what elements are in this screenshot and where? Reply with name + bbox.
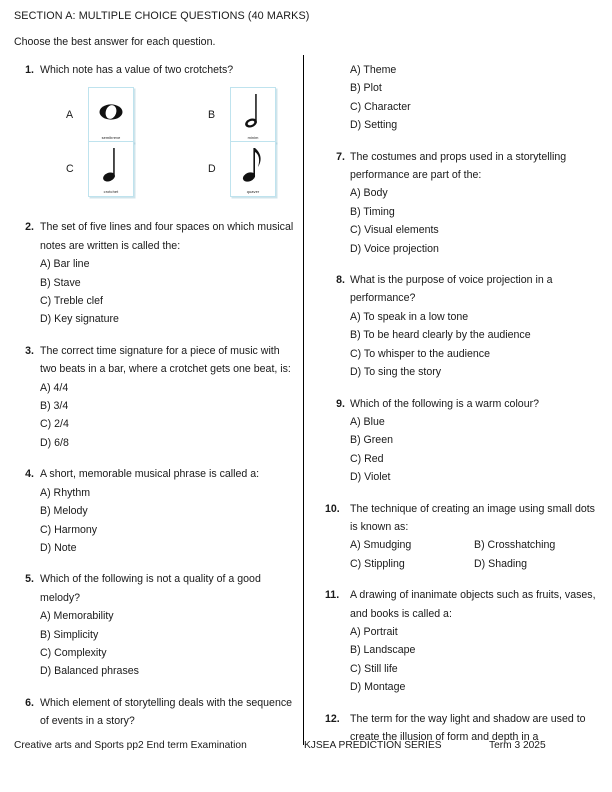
question-number: 12. xyxy=(325,712,340,725)
question-number: 10. xyxy=(325,502,340,515)
two-column-body xyxy=(14,61,598,759)
question-item xyxy=(14,694,297,731)
question-text: A drawing of inanimate objects such as fruits, vases, and books is called a: xyxy=(350,589,596,620)
question-body xyxy=(350,271,598,381)
question-text: The term for the way light and shadow are used to create the illusion of form and depth in a xyxy=(350,712,586,743)
note-card[interactable] xyxy=(230,87,276,143)
option-item[interactable]: D) Violet xyxy=(350,471,391,484)
option-item[interactable]: D) To sing the story xyxy=(350,366,442,379)
option-item[interactable]: A) Rhythm xyxy=(40,486,91,499)
option-item[interactable]: A) Smudging xyxy=(350,539,412,552)
note-caption: crotchet xyxy=(103,189,119,195)
option-item[interactable]: D) Shading xyxy=(474,557,527,570)
question-number: 11. xyxy=(325,589,340,602)
note-caption: minim xyxy=(247,135,259,141)
question-body xyxy=(350,61,598,135)
note-option-label: B xyxy=(208,109,216,122)
note-option-label: D xyxy=(208,163,216,176)
question-body xyxy=(350,148,598,258)
option-list xyxy=(350,413,598,487)
option-item[interactable]: A) Body xyxy=(350,187,388,200)
option-item[interactable]: A) Memorability xyxy=(40,610,114,623)
option-item[interactable]: C) 2/4 xyxy=(40,418,69,431)
question-item xyxy=(325,148,598,258)
question-text: What is the purpose of voice projection in a performance? xyxy=(350,274,553,305)
footer-series-label: KJSEA PREDICTION SERIES xyxy=(304,740,442,751)
option-list xyxy=(350,308,598,382)
option-item[interactable]: C) Treble clef xyxy=(40,295,103,308)
question-number: 7. xyxy=(336,150,345,163)
instruction-text: Choose the best answer for each question. xyxy=(14,36,216,48)
option-list xyxy=(350,536,598,573)
crotchet-note-icon xyxy=(89,142,133,189)
option-list xyxy=(40,484,297,558)
question-body xyxy=(40,465,297,557)
option-item[interactable]: B) Melody xyxy=(40,505,88,518)
note-card[interactable] xyxy=(88,87,134,143)
option-item[interactable]: C) Complexity xyxy=(40,646,107,659)
question-text: A short, memorable musical phrase is called a: xyxy=(40,468,260,481)
option-list xyxy=(350,61,598,135)
question-number: 9. xyxy=(336,397,345,410)
question-number: 5. xyxy=(25,573,34,586)
question-item xyxy=(14,61,297,205)
question-text: The correct time signature for a piece of music with two beats in a bar, where a crotchet gets one beat, is: xyxy=(40,344,291,376)
option-list xyxy=(350,623,598,697)
question-item xyxy=(14,342,297,452)
semibreve-note-icon xyxy=(89,88,133,135)
note-card[interactable] xyxy=(88,141,134,197)
question-body xyxy=(350,500,598,574)
option-item[interactable]: B) Green xyxy=(350,434,393,447)
option-item[interactable]: B) 3/4 xyxy=(40,400,69,413)
footer-exam-title: Creative arts and Sports pp2 End term Examination xyxy=(14,740,247,751)
note-option-label: A xyxy=(66,109,74,122)
option-item[interactable]: A) Theme xyxy=(350,64,397,76)
option-item[interactable]: B) Crosshatching xyxy=(474,539,556,552)
option-item[interactable]: D) 6/8 xyxy=(40,436,69,449)
question-text: Which of the following is a warm colour? xyxy=(350,397,540,410)
question-number: 8. xyxy=(336,274,345,287)
right-column xyxy=(303,61,598,759)
left-column xyxy=(14,61,303,744)
option-item[interactable]: C) Visual elements xyxy=(350,224,439,237)
footer-term-label: Term 3 2025 xyxy=(489,740,546,751)
page-footer xyxy=(14,740,598,751)
note-option-a[interactable] xyxy=(66,87,134,143)
question-item xyxy=(14,465,297,557)
option-item[interactable]: C) Red xyxy=(350,452,384,465)
option-item[interactable]: B) Plot xyxy=(350,82,382,95)
option-item[interactable]: A) Blue xyxy=(350,415,385,428)
question-text: The costumes and props used in a storytelling performance are part of the: xyxy=(350,150,567,182)
question-body xyxy=(40,218,297,328)
question-body xyxy=(350,586,598,696)
option-item[interactable]: D) Setting xyxy=(350,119,398,132)
option-item[interactable]: C) Character xyxy=(350,100,411,113)
option-item[interactable]: A) Portrait xyxy=(350,625,398,638)
option-item[interactable]: A) Bar line xyxy=(40,258,90,271)
option-item[interactable]: D) Montage xyxy=(350,681,406,694)
note-option-b[interactable] xyxy=(208,87,276,143)
question-number: 4. xyxy=(25,468,34,481)
option-item[interactable]: C) Stippling xyxy=(350,557,405,570)
question-item xyxy=(325,271,598,381)
question-text: Which note has a value of two crotchets? xyxy=(40,64,234,76)
option-item[interactable]: D) Key signature xyxy=(40,313,119,326)
option-item[interactable]: A) 4/4 xyxy=(40,381,69,394)
question-text: Which element of storytelling deals with the sequence of events in a story? xyxy=(40,696,293,728)
question-body xyxy=(40,570,297,680)
column-divider xyxy=(303,55,304,745)
option-list xyxy=(40,379,297,453)
option-list xyxy=(40,255,297,329)
option-item[interactable]: B) Stave xyxy=(40,276,81,289)
question-item xyxy=(14,218,297,328)
option-item[interactable]: C) Still life xyxy=(350,662,398,675)
question-item xyxy=(325,395,598,487)
question-text: The set of five lines and four spaces on which musical notes are written is called the: xyxy=(40,221,294,252)
question-body xyxy=(40,342,297,452)
question-body xyxy=(40,694,297,731)
question-text: The technique of creating an image using small dots is known as: xyxy=(350,502,595,533)
option-item[interactable]: C) Harmony xyxy=(40,523,98,536)
note-option-label: C xyxy=(66,163,74,176)
question-item xyxy=(14,570,297,680)
note-caption: semibreve xyxy=(101,135,121,141)
note-caption: quaver xyxy=(246,189,260,195)
option-item[interactable]: D) Balanced phrases xyxy=(40,665,139,678)
question-number: 3. xyxy=(25,344,34,357)
question-body xyxy=(40,61,297,205)
question-item xyxy=(325,500,598,574)
option-item[interactable]: B) Landscape xyxy=(350,644,416,657)
option-item[interactable]: B) Timing xyxy=(350,205,395,218)
question-number: 1. xyxy=(25,64,34,76)
question-number: 2. xyxy=(25,221,34,234)
section-title: SECTION A: MULTIPLE CHOICE QUESTIONS (40 MARKS) xyxy=(14,10,310,22)
option-item[interactable]: B) Simplicity xyxy=(40,628,99,641)
question-continuation xyxy=(325,61,598,135)
option-item[interactable]: B) To be heard clearly by the audience xyxy=(350,329,531,342)
quaver-note-icon xyxy=(231,142,275,189)
option-list xyxy=(350,184,598,258)
option-list xyxy=(40,607,297,681)
question-body xyxy=(350,395,598,487)
question-text: Which of the following is not a quality of a good melody? xyxy=(40,573,261,604)
question-item xyxy=(325,586,598,696)
option-item[interactable]: D) Voice projection xyxy=(350,242,439,255)
option-item[interactable]: C) To whisper to the audience xyxy=(350,347,490,360)
question-number: 6. xyxy=(25,696,34,709)
option-item[interactable]: D) Note xyxy=(40,541,77,554)
note-option-d[interactable] xyxy=(208,141,276,197)
option-item[interactable]: A) To speak in a low tone xyxy=(350,310,469,323)
note-option-c[interactable] xyxy=(66,141,134,197)
note-card[interactable] xyxy=(230,141,276,197)
minim-note-icon xyxy=(231,88,275,135)
note-value-figure xyxy=(40,87,297,195)
